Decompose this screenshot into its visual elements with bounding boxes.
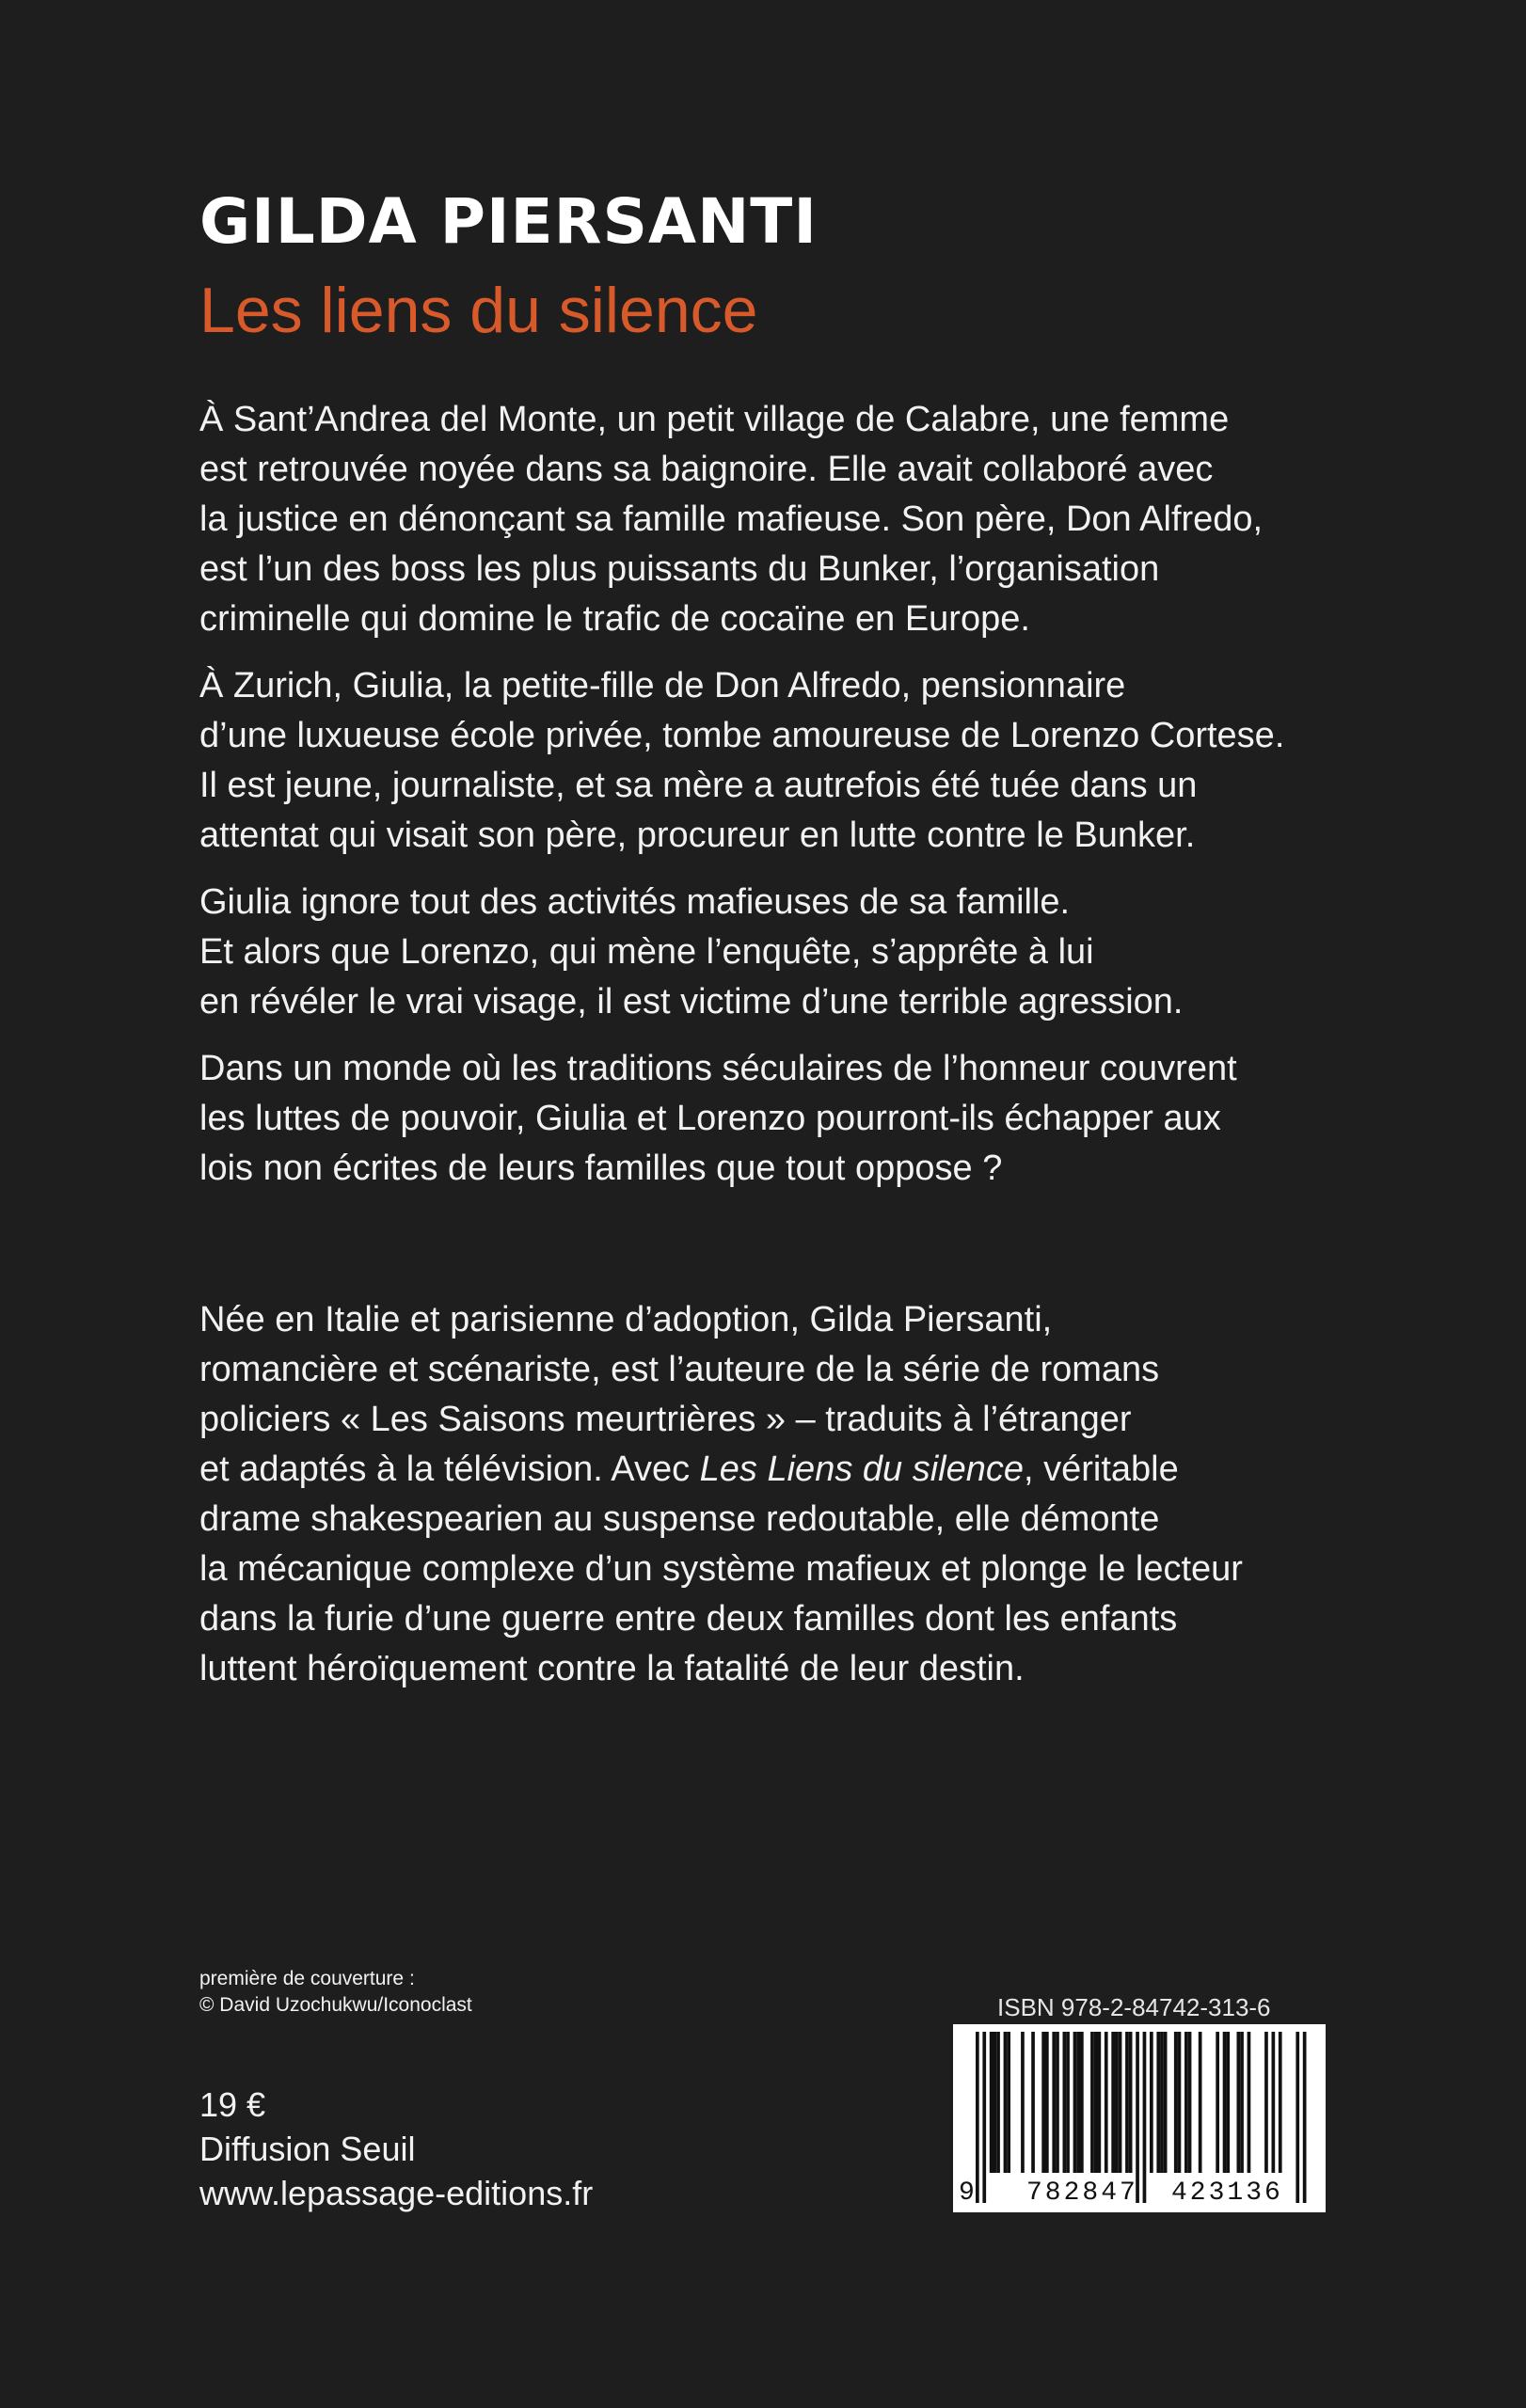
text-line: la justice en dénonçant sa famille mafieuse. Son père, Don Alfredo, [199,499,1264,539]
barcode-bar [1076,2032,1080,2173]
barcode-digits [953,2175,1326,2212]
text-fragment: et adaptés à la télévision. Avec [199,1450,700,1489]
barcode-bar [1223,2032,1227,2173]
text-line: Et alors que Lorenzo, qui mène l’enquête, s’apprête à lui [199,932,1094,972]
barcode-bar [1021,2032,1025,2173]
barcode-bar [993,2032,997,2173]
book-title: Les liens du silence [199,275,758,346]
barcode-digit-first: 9 [959,2178,978,2208]
text-line: la mécanique complexe d’un système mafieux et plonge le lecteur [199,1549,1243,1589]
barcode-bar [1160,2032,1164,2173]
synopsis-paragraph-4 [199,1044,1423,1194]
synopsis-paragraph-1 [199,395,1423,644]
credits-label: première de couverture : [199,1968,415,1989]
barcode-bar [1098,2032,1102,2173]
barcode-bar [1164,2032,1168,2173]
text-line: luttent héroïquement contre la fatalité de leur destin. [199,1649,1025,1688]
barcode-bar [1150,2032,1153,2173]
barcode-bar [1129,2032,1133,2173]
text-line: lois non écrites de leurs familles que tout oppose ? [199,1149,1003,1188]
barcode-bar [1080,2032,1084,2173]
text-line: en révéler le vrai visage, il est victime d’une terrible agression. [199,982,1184,1022]
barcode-bar [1031,2032,1035,2173]
barcode [953,2024,1326,2212]
barcode-bar [1111,2032,1115,2173]
isbn-label: ISBN 978-2-84742-313-6 [997,1993,1271,2021]
text-line: est l’un des boss les plus puissants du Bunker, l’organisation [199,549,1160,589]
author-bio [199,1295,1423,1694]
barcode-bar [1090,2032,1094,2173]
publisher-info [199,2083,593,2215]
cover-credits [199,1966,472,2019]
barcode-bar [1279,2032,1282,2173]
synopsis-paragraph-2 [199,661,1423,861]
book-title-italic: Les Liens du silence [699,1450,1024,1489]
barcode-bar [1216,2032,1219,2173]
barcode-bar [1248,2032,1251,2173]
barcode-bar [1125,2032,1129,2173]
text-line: attentat qui visait son père, procureur en lutte contre le Bunker. [199,816,1196,855]
barcode-bar [990,2032,993,2173]
barcode-bar [1004,2032,1008,2173]
barcode-bar [1237,2032,1241,2173]
barcode-bar [1240,2032,1244,2173]
barcode-bar [1073,2032,1077,2173]
barcode-bar [1174,2032,1178,2173]
barcode-digits-left: 782847 [1026,2178,1138,2208]
barcode-bar [1041,2032,1045,2173]
text-line: Née en Italie et parisienne d’adoption, Gilda Piersanti, [199,1300,1053,1339]
text-line: Il est jeune, journaliste, et sa mère a autrefois été tuée dans un [199,766,1198,805]
text-line: À Zurich, Giulia, la petite-fille de Don Alfredo, pensionnaire [199,666,1126,705]
barcode-bar [1063,2032,1067,2173]
text-fragment: , véritable [1024,1450,1179,1489]
text-line: drame shakespearien au suspense redoutable, elle démonte [199,1499,1160,1539]
barcode-bar [1094,2032,1098,2173]
barcode-bar [1105,2032,1108,2173]
text-line: À Sant’Andrea del Monte, un petit village de Calabre, une femme [199,400,1230,439]
author-name: GILDA PIERSANTI [199,185,818,258]
barcode-bar [996,2032,1000,2173]
text-line: Dans un monde où les traditions séculaires de l’honneur couvrent [199,1049,1237,1088]
synopsis-paragraph-3 [199,878,1423,1027]
barcode-bar [1052,2032,1056,2173]
text-line: romancière et scénariste, est l’auteure de la série de romans [199,1350,1160,1389]
barcode-bar [1119,2032,1122,2173]
text-line: d’une luxueuse école privée, tombe amoureuse de Lorenzo Cortese. [199,716,1285,755]
text-line: Giulia ignore tout des activités mafieuses de sa famille. [199,882,1071,922]
barcode-bar [1188,2032,1192,2173]
text-line: policiers « Les Saisons meurtrières » – traduits à l’étranger [199,1400,1132,1439]
author-bio-paragraph [199,1295,1423,1694]
text-line: criminelle qui domine le trafic de cocaïne en Europe. [199,599,1030,639]
barcode-bar [1199,2032,1202,2173]
photo-credit: © David Uzochukwu/Iconoclast [199,1994,472,2016]
barcode-bar [1066,2032,1070,2173]
barcode-bar [1156,2032,1160,2173]
synopsis [199,395,1423,1211]
text-line: est retrouvée noyée dans sa baignoire. Elle avait collaboré avec [199,450,1214,489]
barcode-digits-right: 423136 [1171,2178,1283,2208]
barcode-bar [1115,2032,1119,2173]
price: 19 € [199,2085,266,2124]
barcode-bar [1184,2032,1188,2173]
distributor: Diffusion Seuil [199,2130,416,2168]
barcode-bar [1264,2032,1268,2173]
barcode-bar [1226,2032,1230,2173]
publisher-website: www.lepassage-editions.fr [199,2174,594,2212]
barcode-bar [1045,2032,1049,2173]
barcode-bar [1007,2032,1010,2173]
text-line: les luttes de pouvoir, Giulia et Lorenzo pourront-ils échapper aux [199,1099,1221,1138]
barcode-bar [1056,2032,1059,2173]
barcode-bar [1272,2032,1276,2173]
barcode-bar [1178,2032,1182,2173]
text-line [199,1445,1423,1495]
text-line: dans la furie d’une guerre entre deux familles dont les enfants [199,1599,1178,1639]
